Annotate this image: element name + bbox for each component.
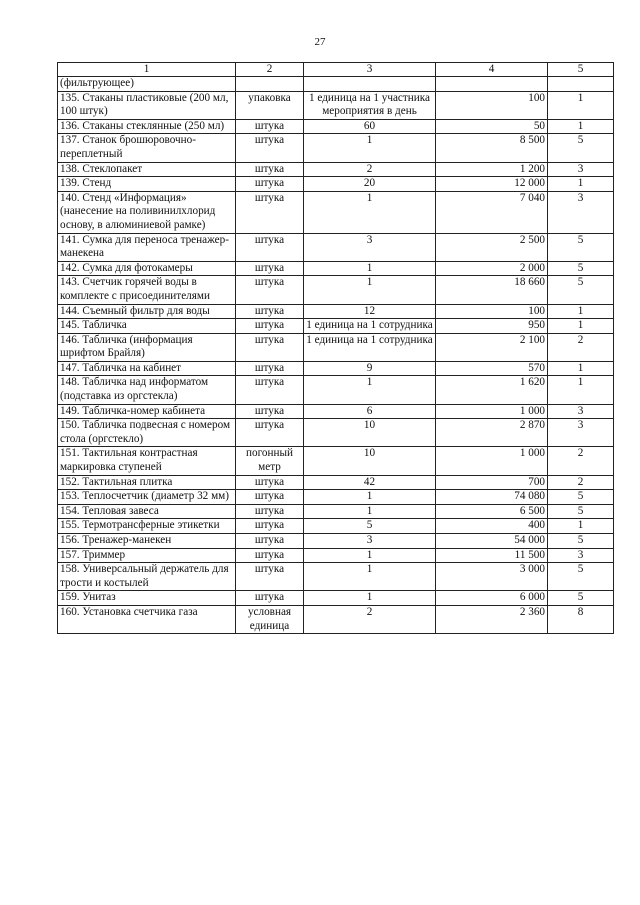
service-life-cell: 5: [548, 233, 614, 261]
service-life-cell: 5: [548, 490, 614, 505]
price-cell: 570: [436, 361, 548, 376]
unit-cell: штука: [236, 276, 304, 304]
table-row: [58, 119, 614, 134]
table-row: [58, 447, 614, 475]
unit-cell: [236, 77, 304, 92]
price-cell: 3 000: [436, 563, 548, 591]
page-number: 27: [314, 36, 326, 48]
price-cell: 2 100: [436, 333, 548, 361]
item-name-cell: 150. Табличка подвесная с номером стола (оргстекло): [58, 419, 236, 447]
column-header: 4: [436, 63, 548, 77]
price-cell: 6 000: [436, 591, 548, 606]
table-row: [58, 261, 614, 276]
service-life-cell: 2: [548, 333, 614, 361]
table-row: [58, 162, 614, 177]
unit-cell: штука: [236, 591, 304, 606]
service-life-cell: 3: [548, 191, 614, 233]
quantity-norm-cell: 1: [304, 134, 436, 162]
column-header: 2: [236, 63, 304, 77]
service-life-cell: 1: [548, 177, 614, 192]
quantity-norm-cell: 1 единица на 1 сотрудника: [304, 319, 436, 334]
service-life-cell: 8: [548, 605, 614, 633]
quantity-norm-cell: 6: [304, 404, 436, 419]
price-cell: 18 660: [436, 276, 548, 304]
price-cell: 11 500: [436, 548, 548, 563]
price-cell: 54 000: [436, 534, 548, 549]
service-life-cell: 1: [548, 519, 614, 534]
service-life-cell: 1: [548, 376, 614, 404]
item-name-cell: 157. Триммер: [58, 548, 236, 563]
price-cell: 2 000: [436, 261, 548, 276]
quantity-norm-cell: 1 единица на 1 сотрудника: [304, 333, 436, 361]
norms-table: [57, 62, 614, 634]
table-row: [58, 276, 614, 304]
item-name-cell: 140. Стенд «Информация» (нанесение на поливинилхлорид основу, в алюминиевой рамке): [58, 191, 236, 233]
item-name-cell: 138. Стеклопакет: [58, 162, 236, 177]
table-row: [58, 134, 614, 162]
service-life-cell: 1: [548, 361, 614, 376]
price-cell: 12 000: [436, 177, 548, 192]
quantity-norm-cell: 1: [304, 276, 436, 304]
unit-cell: штука: [236, 361, 304, 376]
item-name-cell: 139. Стенд: [58, 177, 236, 192]
unit-cell: штука: [236, 233, 304, 261]
service-life-cell: 1: [548, 91, 614, 119]
service-life-cell: 2: [548, 447, 614, 475]
quantity-norm-cell: 10: [304, 447, 436, 475]
quantity-norm-cell: 1: [304, 191, 436, 233]
item-name-cell: 152. Тактильная плитка: [58, 475, 236, 490]
item-name-cell: 148. Табличка над информатом (подставка из оргстекла): [58, 376, 236, 404]
unit-cell: штука: [236, 261, 304, 276]
table-row: [58, 490, 614, 505]
column-header: 1: [58, 63, 236, 77]
table-row: [58, 475, 614, 490]
service-life-cell: 3: [548, 419, 614, 447]
column-header: 3: [304, 63, 436, 77]
service-life-cell: 5: [548, 504, 614, 519]
item-name-cell: 160. Установка счетчика газа: [58, 605, 236, 633]
item-name-cell: 156. Тренажер-манекен: [58, 534, 236, 549]
service-life-cell: 5: [548, 563, 614, 591]
item-name-cell: 158. Универсальный держатель для трости и костылей: [58, 563, 236, 591]
table-row: [58, 233, 614, 261]
quantity-norm-cell: 42: [304, 475, 436, 490]
table-row: [58, 534, 614, 549]
price-cell: 1 620: [436, 376, 548, 404]
service-life-cell: 3: [548, 162, 614, 177]
quantity-norm-cell: 3: [304, 233, 436, 261]
table-row: [58, 361, 614, 376]
table-row: [58, 319, 614, 334]
unit-cell: условная единица: [236, 605, 304, 633]
service-life-cell: 1: [548, 304, 614, 319]
quantity-norm-cell: 1: [304, 490, 436, 505]
price-cell: 2 870: [436, 419, 548, 447]
table-row: [58, 333, 614, 361]
table-row: [58, 91, 614, 119]
service-life-cell: 2: [548, 475, 614, 490]
price-cell: 950: [436, 319, 548, 334]
item-name-cell: 151. Тактильная контрастная маркировка ступеней: [58, 447, 236, 475]
table-row: [58, 591, 614, 606]
table-row: [58, 304, 614, 319]
price-cell: 1 000: [436, 447, 548, 475]
unit-cell: штука: [236, 504, 304, 519]
unit-cell: штука: [236, 475, 304, 490]
unit-cell: штука: [236, 177, 304, 192]
price-cell: 74 080: [436, 490, 548, 505]
item-name-cell: 135. Стаканы пластиковые (200 мл, 100 штук): [58, 91, 236, 119]
unit-cell: штука: [236, 304, 304, 319]
table-body: [58, 77, 614, 634]
service-life-cell: [548, 77, 614, 92]
quantity-norm-cell: [304, 77, 436, 92]
price-cell: 100: [436, 91, 548, 119]
unit-cell: штука: [236, 119, 304, 134]
quantity-norm-cell: 12: [304, 304, 436, 319]
unit-cell: штука: [236, 162, 304, 177]
unit-cell: штука: [236, 490, 304, 505]
unit-cell: штука: [236, 376, 304, 404]
price-cell: 2 360: [436, 605, 548, 633]
service-life-cell: 3: [548, 548, 614, 563]
quantity-norm-cell: 1: [304, 504, 436, 519]
service-life-cell: 5: [548, 276, 614, 304]
item-name-cell: 141. Сумка для переноса тренажер-манекена: [58, 233, 236, 261]
price-cell: 400: [436, 519, 548, 534]
quantity-norm-cell: 60: [304, 119, 436, 134]
unit-cell: штука: [236, 404, 304, 419]
service-life-cell: 5: [548, 534, 614, 549]
unit-cell: штука: [236, 519, 304, 534]
unit-cell: штука: [236, 191, 304, 233]
table-row: [58, 177, 614, 192]
service-life-cell: 3: [548, 404, 614, 419]
item-name-cell: 143. Счетчик горячей воды в комплекте с присоединителями: [58, 276, 236, 304]
price-cell: 100: [436, 304, 548, 319]
table-row: [58, 191, 614, 233]
item-name-cell: 145. Табличка: [58, 319, 236, 334]
price-cell: 2 500: [436, 233, 548, 261]
quantity-norm-cell: 1 единица на 1 участника мероприятия в день: [304, 91, 436, 119]
price-cell: 1 000: [436, 404, 548, 419]
item-name-cell: 149. Табличка-номер кабинета: [58, 404, 236, 419]
unit-cell: штука: [236, 419, 304, 447]
quantity-norm-cell: 1: [304, 591, 436, 606]
price-cell: 8 500: [436, 134, 548, 162]
column-header: 5: [548, 63, 614, 77]
table-row: [58, 563, 614, 591]
item-name-cell: 147. Табличка на кабинет: [58, 361, 236, 376]
table-row: [58, 548, 614, 563]
quantity-norm-cell: 20: [304, 177, 436, 192]
quantity-norm-cell: 2: [304, 605, 436, 633]
quantity-norm-cell: 9: [304, 361, 436, 376]
item-name-cell: (фильтрующее): [58, 77, 236, 92]
unit-cell: упаковка: [236, 91, 304, 119]
item-name-cell: 137. Станок брошюровочно-переплетный: [58, 134, 236, 162]
service-life-cell: 1: [548, 319, 614, 334]
price-cell: [436, 77, 548, 92]
quantity-norm-cell: 10: [304, 419, 436, 447]
item-name-cell: 146. Табличка (информация шрифтом Брайля): [58, 333, 236, 361]
unit-cell: штука: [236, 563, 304, 591]
quantity-norm-cell: 1: [304, 548, 436, 563]
item-name-cell: 142. Сумка для фотокамеры: [58, 261, 236, 276]
table-row: [58, 605, 614, 633]
unit-cell: штука: [236, 548, 304, 563]
service-life-cell: 5: [548, 591, 614, 606]
item-name-cell: 136. Стаканы стеклянные (250 мл): [58, 119, 236, 134]
table-row: [58, 519, 614, 534]
unit-cell: штука: [236, 333, 304, 361]
service-life-cell: 5: [548, 261, 614, 276]
price-cell: 50: [436, 119, 548, 134]
item-name-cell: 155. Термотрансферные этикетки: [58, 519, 236, 534]
item-name-cell: 144. Съемный фильтр для воды: [58, 304, 236, 319]
table-header-row: [58, 63, 614, 77]
price-cell: 7 040: [436, 191, 548, 233]
table-row: [58, 77, 614, 92]
item-name-cell: 159. Унитаз: [58, 591, 236, 606]
service-life-cell: 5: [548, 134, 614, 162]
price-cell: 1 200: [436, 162, 548, 177]
quantity-norm-cell: 1: [304, 261, 436, 276]
unit-cell: погонный метр: [236, 447, 304, 475]
item-name-cell: 153. Теплосчетчик (диаметр 32 мм): [58, 490, 236, 505]
unit-cell: штука: [236, 534, 304, 549]
table-row: [58, 376, 614, 404]
quantity-norm-cell: 1: [304, 376, 436, 404]
quantity-norm-cell: 5: [304, 519, 436, 534]
table-row: [58, 419, 614, 447]
quantity-norm-cell: 1: [304, 563, 436, 591]
quantity-norm-cell: 3: [304, 534, 436, 549]
price-cell: 6 500: [436, 504, 548, 519]
service-life-cell: 1: [548, 119, 614, 134]
item-name-cell: 154. Тепловая завеса: [58, 504, 236, 519]
price-cell: 700: [436, 475, 548, 490]
unit-cell: штука: [236, 319, 304, 334]
table-row: [58, 504, 614, 519]
table-row: [58, 404, 614, 419]
unit-cell: штука: [236, 134, 304, 162]
quantity-norm-cell: 2: [304, 162, 436, 177]
